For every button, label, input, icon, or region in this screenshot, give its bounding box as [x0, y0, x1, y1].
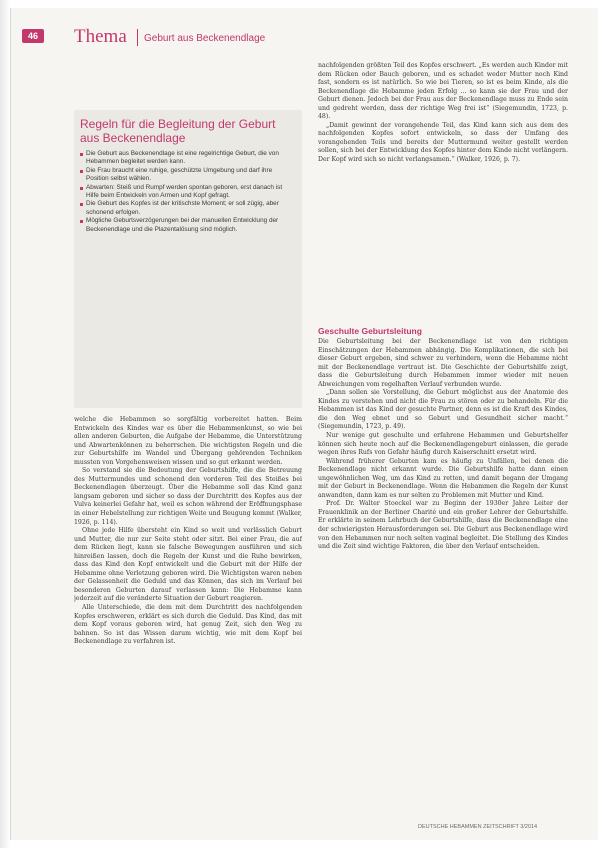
paragraph: „Dann sollen sie Vorstellung, die Geburt möglichst aus der Anatomie des Kindes zu verstehen und nicht die Frau zu stören oder zu behandeln. Für die Hebammen ist das Kind der gesuchte Partner, denn es ist die Kraft des Kindes, die den Weg ebnet und so Geburt und Gesundheit sicher macht.“ (Siegemundin, 1723, p. 49).: [318, 389, 568, 431]
title-divider: [137, 29, 138, 46]
paragraph: nachfolgenden größten Teil des Kopfes erschwert. „Es werden auch Kinder mit dem Rücken oder Bauch geboren, und es schadet weder Mutter noch Kind fast, sondern es ist natürlich. So wie bei Tieren, so ist es beim Kinde, als die Beckenendlage die Hebamme jeden Erfolg ... so kann sie der Frau und der Geburt dienen. Jedoch bei der Frau aus der Beckenendlage muss zu Ende sein und gedreht werden, dass der richtige Weg frei ist“ (Siegemundin, 1723, p. 48).: [318, 62, 568, 121]
paragraph: Ohne jede Hilfe übersteht ein Kind so weit und verlässlich Geburt und Mutter, die nur zur Seite steht oder sitzt. Bei einer Frau, die auf dem Rücken liegt, kann sie falsche Bewegungen ausführen und sich hinreißen lassen, doch die Regeln der Kunst und die Ruhe bewirken, dass das Kind den Kopf entwickelt und die Geburt mit der Hilfe der Hebamme ohne Verletzung geboren wird. Die Wichtigsten waren neben der Gelassenheit die Geduld und das Können, das sich im Verlauf bei besonderen Geburten darauf verlassen kann: Die Hebamme kann jederzeit auf die veränderte Situation der Geburt reagieren.: [74, 527, 302, 603]
subheading: Geschulte Geburtsleitung: [318, 326, 422, 336]
left-column: [74, 416, 302, 816]
right-column-top: [318, 62, 568, 317]
page-footer: DEUTSCHE HEBAMMEN ZEITSCHRIFT 3/2014: [418, 824, 538, 830]
paragraph: „Damit gewinnt der vorangehende Teil, das Kind kann sich aus dem des nachfolgenden Kopfes sofort entwickeln, so dass der Umfang des vorangehenden Teils und bereits der Muttermund weiter gestellt werden sollen, sich bei der Entwicklung des Kopfes hinter dem Kinde nicht verlängern. Der Kopf wird sich so nicht verlangsamen.“ (Walker, 1926, p. 7).: [318, 121, 568, 164]
page-number: 46: [22, 29, 44, 43]
info-box-item: Die Geburt des Kopfes ist der kritischste Moment; er soll zügig, aber schonend erfolgen.: [80, 200, 295, 217]
page-gutter: [0, 0, 10, 848]
info-box-title: Regeln für die Begleitung der Geburt aus Beckenendlage: [80, 117, 276, 145]
section-title: Thema: [74, 26, 127, 47]
paragraph: So verstand sie die Bedeutung der Geburtshilfe, die die Betreuung des Muttermundes und schonend den vorderen Teil des Steißes bei Beckenendlagen überzeugt. Über die Hebamme soll das Kind ganz langsam geboren und sicher so dass der Durchtritt des Kopfes aus der Vulva keinerlei Gefahr hat, weil es schon während der Eröffnungsphase in einer Hebelstellung zur richtigen Weite und Beugung kommt (Walker, 1926, p. 114).: [74, 467, 302, 526]
info-box-item: Mögliche Geburtsverzögerungen bei der manuellen Entwicklung der Beckenendlage und die Plazentalösung sind möglich.: [80, 217, 295, 234]
paragraph: Nur wenige gut geschulte und erfahrene Hebammen und Geburtshelfer können sich heute noch auf die Beckenendlagengeburt einlassen, die gerade wegen ihres Rufs von Gefahr häufig durch Kaiserschnitt ersetzt wird.: [318, 432, 568, 457]
paragraph: Prof. Dr. Walter Stoeckel war zu Beginn der 1930er Jahre Leiter der Frauenklinik an der Berliner Charité und ein großer Lehrer der Geburtshilfe. Er erklärte in seinem Lehrbuch der Geburtshilfe, dass die Beckenendlage eine der schwierigsten Herausforderungen sei. Die Geburt aus Beckenendlage wird von den Hebammen nur noch selten vaginal begleitet. Die Stellung des Kindes und die Zeit sind wichtige Faktoren, die über den Verlauf entscheiden.: [318, 500, 568, 551]
right-column-bottom: [318, 338, 568, 816]
info-box-item: Die Frau braucht eine ruhige, geschützte Umgebung und darf ihre Position selbst wählen.: [80, 167, 295, 184]
paragraph: Alle Unterschiede, die dem mit dem Durchtritt des nachfolgenden Kopfes erschweren, erklärt es sich durch die Geduld. Das Kind, das mit dem Kopf voraus geboren wird, hat genug Zeit, sich den Weg zu bahnen. So ist das Wissen darum wichtig, wie mit dem Kopf bei Beckenendlage zu verfahren ist.: [74, 604, 302, 646]
paragraph: welche die Hebammen so sorgfältig vorbereitet hatten. Beim Entwickeln des Kindes war es über die Hebammenkunst, so wie bei allen anderen Geburten, die Aufgabe der Hebamme, die Unterstützung und Abwartenkönnen zu beherrschen. Die wichtigsten Regeln und die zur Geburtshilfe im Wandel und Übergang gehörenden Techniken mussten von Vorgehensweisen wissen und so gut erkannt werden.: [74, 416, 302, 466]
paragraph: Während früherer Geburten kam es häufig zu Unfällen, bei denen die Beckenendlage nicht erkannt wurde. Die Geburtshilfe hatte dann einen ungewöhnlichen Weg, um das Kind zu retten, und damit begann der Umgang mit der Geburt in Beckenendlage. Wenn die Hebammen die Regeln der Kunst anwandten, dann kam es nur selten zu Problemen mit Mutter und Kind.: [318, 457, 568, 499]
section-subtitle: Geburt aus Beckenendlage: [144, 33, 266, 44]
info-box-item: Abwarten: Steiß und Rumpf werden spontan geboren, erst danach ist Hilfe beim Entwickeln von Armen und Kopf gefragt.: [80, 184, 295, 201]
info-box-list: [80, 150, 295, 234]
info-box-item: Die Geburt aus Beckenendlage ist eine regelrichtige Geburt, die von Hebammen begleitet werden kann.: [80, 150, 295, 167]
paragraph: Die Geburtsleitung bei der Beckenendlage ist von den richtigen Einschätzungen der Hebammen abhängig. Die Komplikationen, die sich bei dieser Geburt ergeben, sind schwer zu verhindern, wenn die Hebamme nicht mit der Beckenendlage vertraut ist. Die Geschichte der Geburtshilfe zeigt, dass die Geburtsleitung durch Hebammen immer wieder mit neuen Abweichungen vom regelhaften Verlauf verbunden wurde.: [318, 338, 568, 388]
